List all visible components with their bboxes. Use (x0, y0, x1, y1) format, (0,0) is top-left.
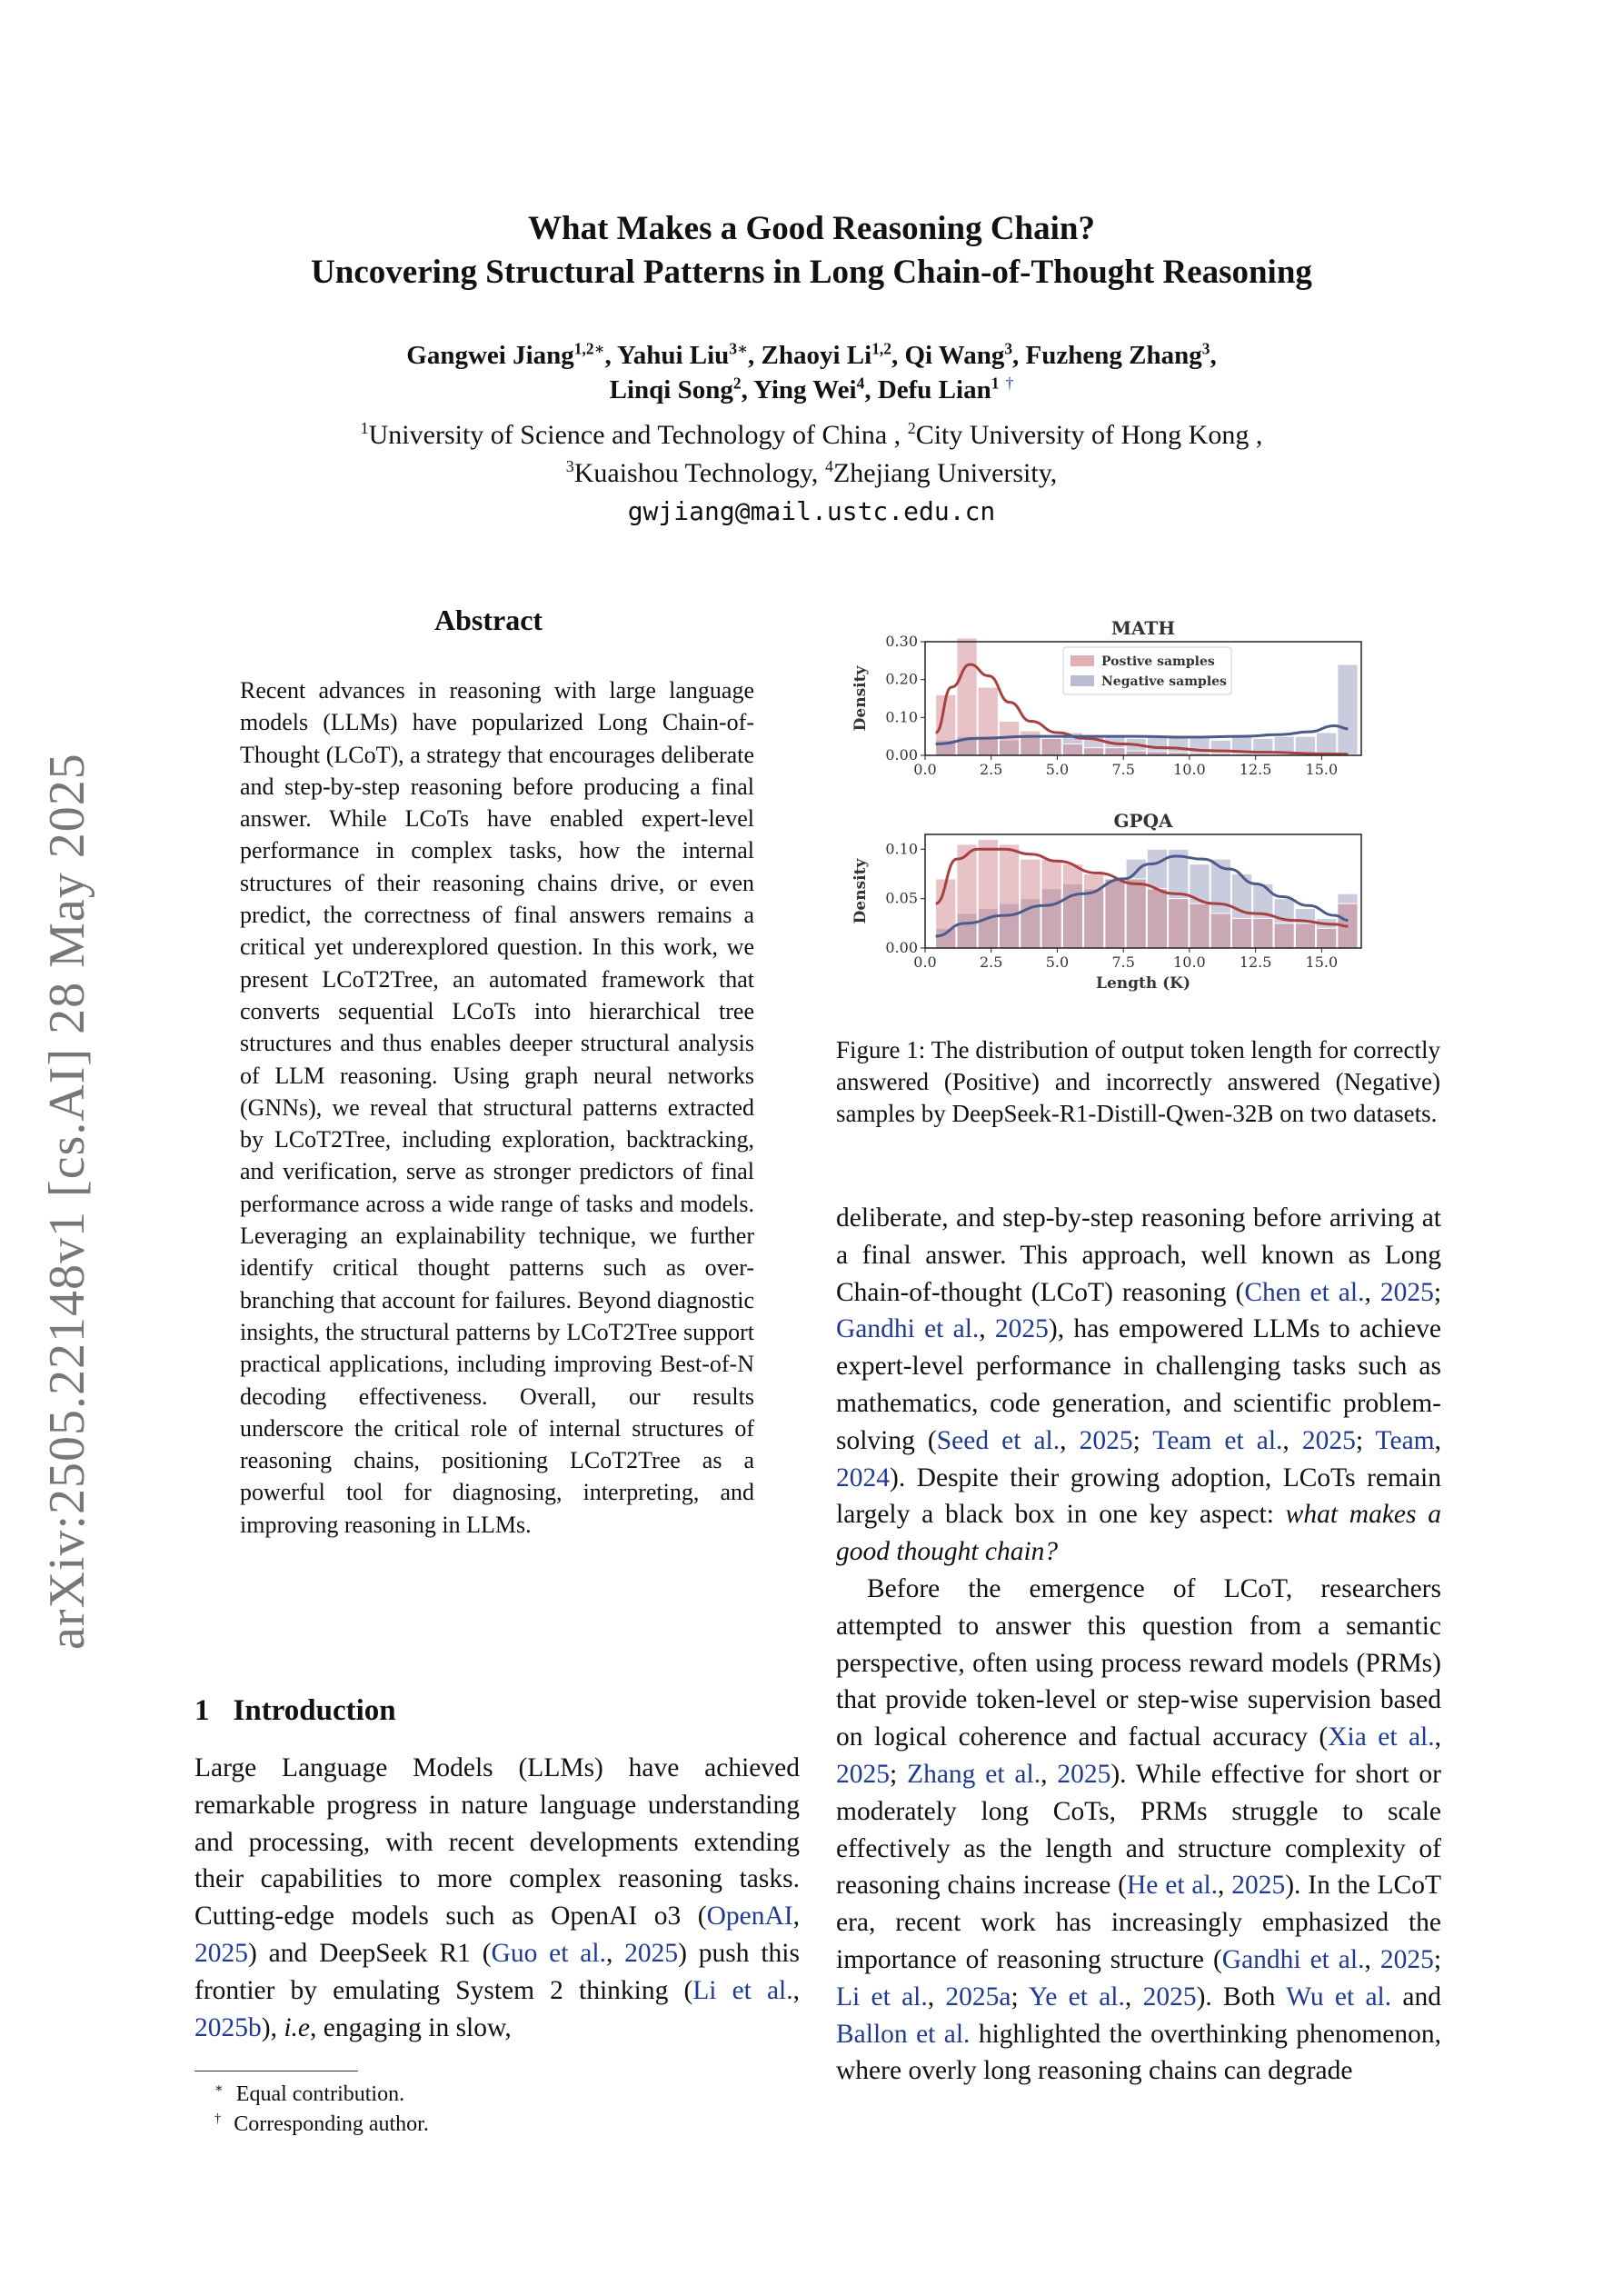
legend-label: Negative samples (1101, 674, 1227, 689)
citation-link[interactable]: Li et al. (836, 1982, 928, 2011)
legend-swatch (1070, 655, 1094, 666)
citation-link[interactable]: 2025b (194, 2012, 262, 2042)
abstract-heading: Abstract (434, 604, 543, 636)
bar (1169, 899, 1189, 948)
author-affil: 3∗ (729, 339, 749, 358)
y-tick-label: 0.00 (885, 746, 918, 764)
citation-link[interactable]: 2025a (945, 1982, 1011, 2011)
y-tick-label: 0.30 (885, 633, 918, 650)
footnote-corresponding-author: † Corresponding author. (214, 2111, 429, 2136)
figure-1-chart (836, 614, 1454, 1023)
abstract-text: Recent advances in reasoning with large language models (LLMs) have popularized Long Chain-of-Thought (LCoT), a strategy that encourages deliberate and step-by-step reasoning before producing a final answer. While LCoTs have enabled expert-level performance in complex tasks, how the internal structures of their reasoning chains drive, or even predict, the correctness of final answers remains a critical yet underexplored question. In this work, we present LCoT2Tree, an automated framework that converts sequential LCoTs into hierarchical tree structures and thus enables deeper structural analysis of LLM reasoning. Using graph neural networks (GNNs), we reveal that structural patterns extracted by LCoT2Tree, including exploration, backtracking, and verification, serve as stronger predictors of final performance across a wide range of tasks and models. Leveraging an explainability technique, we further identify critical thought patterns such as over-branching that account for failures. Beyond diagnostic insights, the structural patterns by LCoT2Tree support practical applications, including improving Best-of-N decoding effectiveness. Overall, our results underscore the critical role of internal structures of reasoning chains, positioning LCoT2Tree as a powerful tool for diagnosing, interpreting, and improving reasoning in LLMs. (240, 677, 754, 1538)
y-tick-label: 0.00 (885, 939, 918, 956)
citation-link[interactable]: 2025 (624, 1938, 679, 1968)
paragraph: Before the emergence of LCoT, researchers attempted to answer this question from a semantic perspective, often using process reward models (PRMs) that provide token-level or step-wise supervision based on logical coherence and factual accuracy (Xia et al., 2025; Zhang et al., 2025). While effective for short or moderately long CoTs, PRMs struggle to scale effectively as the length and structure complexity of reasoning chains increase (He et al., 2025). In the LCoT era, recent work has increasingly emphasized the importance of reasoning structure (Gandhi et al., 2025; Li et al., 2025a; Ye et al., 2025). Both Wu et al. and Ballon et al. highlighted the overthinking phenomenon, where overly long reasoning chains can degrade (836, 1573, 1442, 2086)
author-affil: 3 (1201, 339, 1210, 358)
citation-link[interactable]: OpenAI (706, 1902, 793, 1932)
figure-1-caption: Figure 1: The distribution of output token length for correctly answered (Positive) and incorrectly answered (Negative) samples by DeepSeek-R1-Distill-Qwen-32B on two datasets. (836, 1036, 1440, 1127)
citation-link[interactable]: Gandhi et al. (836, 1314, 980, 1344)
citation-link[interactable]: Guo et al. (491, 1938, 606, 1968)
bar (1190, 903, 1210, 948)
x-tick-label: 0.0 (913, 953, 937, 971)
bar (1210, 913, 1230, 948)
contact-email[interactable]: gwjiang@mail.ustc.edu.cn (627, 496, 996, 526)
citation-link[interactable]: 2025 (994, 1314, 1049, 1344)
citation-link[interactable]: Li et al. (692, 1975, 793, 2005)
x-tick-label: 10.0 (1173, 761, 1206, 778)
x-tick-label: 15.0 (1305, 953, 1339, 971)
section-number: 1 (194, 1694, 210, 1727)
citation-link[interactable]: 2025 (1057, 1759, 1111, 1789)
affiliation-3: Kuaishou Technology, (573, 458, 819, 488)
affiliation-2: City University of Hong Kong , (915, 420, 1263, 450)
bar (1084, 748, 1104, 755)
bar (1317, 928, 1337, 948)
citation-link[interactable]: Ye et al. (1028, 1982, 1125, 2011)
citation-link[interactable]: Seed et al. (936, 1425, 1060, 1455)
bar (1105, 748, 1125, 755)
author-name: Yahui Liu (616, 341, 730, 370)
author-affil: 3 (1004, 339, 1013, 358)
affiliations: $^1$University of Science and Technology of China , $^2$City University of Hong Kong , $^3$Kuaishou Technology, $^4$Zhejiang University, (360, 419, 1263, 488)
x-tick-label: 0.0 (913, 761, 937, 778)
x-tick-label: 10.0 (1173, 953, 1206, 971)
bar (999, 844, 1019, 948)
y-tick-label: 0.05 (885, 889, 918, 907)
bar (1105, 879, 1125, 948)
citation-link[interactable]: 2025 (836, 1759, 890, 1789)
author-name: Gangwei Jiang (406, 341, 574, 370)
x-tick-label: 15.0 (1305, 761, 1339, 778)
legend-label: Postive samples (1101, 654, 1215, 669)
affiliation-1: University of Science and Technology of China , (368, 420, 901, 450)
citation-link[interactable]: 2024 (836, 1462, 890, 1492)
footnotes (214, 2080, 429, 2140)
bar (1041, 738, 1061, 755)
x-tick-label: 7.5 (1111, 761, 1135, 778)
citation-link[interactable]: Xia et al. (1328, 1722, 1435, 1752)
author-affil: 2 (732, 374, 742, 393)
bar (1295, 923, 1315, 948)
bar (1253, 918, 1273, 948)
citation-link[interactable]: 2025 (1079, 1425, 1133, 1455)
x-tick-label: 2.5 (980, 953, 1003, 971)
x-tick-label: 12.5 (1239, 761, 1272, 778)
affiliation-4: Zhejiang University, (832, 458, 1058, 488)
citation-link[interactable]: 2025 (1231, 1871, 1286, 1901)
y-axis-label: Density (851, 858, 870, 924)
author-affil: 1,2∗ (573, 339, 605, 358)
author-name: Qi Wang (904, 341, 1005, 370)
author-affil: 1,2 (871, 339, 891, 358)
x-tick-label: 7.5 (1111, 953, 1135, 971)
right-column-text (836, 1200, 1441, 2090)
bar (936, 879, 956, 948)
bar (978, 687, 998, 755)
citation-link[interactable]: Chen et al. (1244, 1277, 1365, 1307)
author-name: Fuzheng Zhang (1025, 341, 1202, 370)
x-tick-label: 12.5 (1239, 953, 1272, 971)
citation-link[interactable]: He et al. (1127, 1871, 1219, 1901)
author-name: Defu Lian (877, 375, 991, 404)
bar (1062, 864, 1082, 948)
bar (1147, 889, 1167, 948)
paragraph: deliberate, and step-by-step reasoning before arriving at a final answer. This approach, well known as Long Chain-of-thought (LCoT) reasoning (Chen et al., 2025; Gandhi et al., 2025), has empowered LLMs to achieve expert-level performance in challenging tasks such as mathematics, code generation, and scientific problem-solving (Seed et al., 2025; Team et al., 2025; Team, 2024). Despite their growing adoption, LCoTs remain largely a black box in one key aspect: what makes a good thought chain? (836, 1203, 1442, 1567)
bar (1062, 744, 1082, 756)
citation-link[interactable]: 2025 (1379, 1277, 1434, 1307)
y-axis-label: Density (851, 665, 870, 732)
x-tick-label: 2.5 (980, 761, 1003, 778)
author-name: Zhaoyi Li (761, 341, 872, 370)
citation-link[interactable]: Zhang et al. (907, 1759, 1041, 1789)
y-tick-label: 0.10 (885, 840, 918, 858)
legend-swatch (1070, 675, 1094, 686)
citation-link[interactable]: Team (1375, 1425, 1435, 1455)
bar (1231, 918, 1251, 948)
title-line-2: Uncovering Structural Patterns in Long Chain-of-Thought Reasoning (311, 254, 1312, 291)
citation-link[interactable]: Wu et al. (1286, 1982, 1392, 2011)
citation-link[interactable]: Team et al. (1152, 1425, 1283, 1455)
x-tick-label: 5.0 (1045, 953, 1070, 971)
bar (1317, 733, 1337, 755)
author-name: Linqi Song (609, 375, 733, 404)
bar (1021, 859, 1041, 948)
bar (1021, 731, 1041, 755)
bar (1338, 664, 1358, 755)
intro-paragraph: Large Language Models (LLMs) have achieved remarkable progress in nature language understanding and processing, with recent developments extending their capabilities to more complex reasoning tasks. Cutting-edge models such as OpenAI o3 (OpenAI, 2025) and DeepSeek R1 (Guo et al., 2025) push this frontier by emulating System 2 thinking (Li et al., 2025b), i.e, engaging in slow, (194, 1753, 800, 2042)
section-title: Introduction (233, 1694, 396, 1727)
bar (978, 839, 998, 948)
author-name: Ying Wei (753, 375, 857, 404)
chart-title: GPQA (1113, 810, 1173, 832)
author-affil: 4 (856, 374, 865, 393)
citation-link[interactable]: 2025 (1301, 1425, 1356, 1455)
chart-title: MATH (1110, 617, 1176, 639)
author-list: Gangwei Jiang$^{1,2∗}$, Yahui Liu$^{3∗}$, Zhaoyi Li$^{1,2}$, Qi Wang$^3$, Fuzheng Zhang$^3$, Linqi Song$^2$, Ying Wei$^4$, Defu Lian$^1$ † (406, 339, 1217, 404)
title-line-1: What Makes a Good Reasoning Chain? (528, 210, 1095, 247)
bar (1084, 873, 1104, 948)
citation-link[interactable]: 2025 (1379, 1944, 1434, 1974)
author-affil: 1 (991, 374, 1000, 393)
y-tick-label: 0.10 (885, 708, 918, 726)
footnote-equal-contribution: ∗ Equal contribution. (214, 2081, 405, 2106)
bar (1126, 879, 1146, 948)
bar (1274, 923, 1294, 948)
citation-link[interactable]: 2025 (1142, 1982, 1197, 2011)
corresponding-dagger[interactable]: † (1005, 374, 1014, 393)
x-axis-label: Length (K) (1095, 974, 1191, 993)
citation-link[interactable]: 2025 (194, 1938, 248, 1968)
section-heading-introduction (194, 1694, 396, 1728)
x-tick-label: 5.0 (1045, 761, 1070, 778)
y-tick-label: 0.20 (885, 670, 918, 688)
citation-link[interactable]: Ballon et al. (836, 2019, 971, 2049)
arxiv-stamp: arXiv:2505.22148v1 [cs.AI] 28 May 2025 (39, 753, 95, 1650)
citation-link[interactable]: Gandhi et al. (1221, 1944, 1365, 1974)
paper-title (0, 207, 1623, 294)
